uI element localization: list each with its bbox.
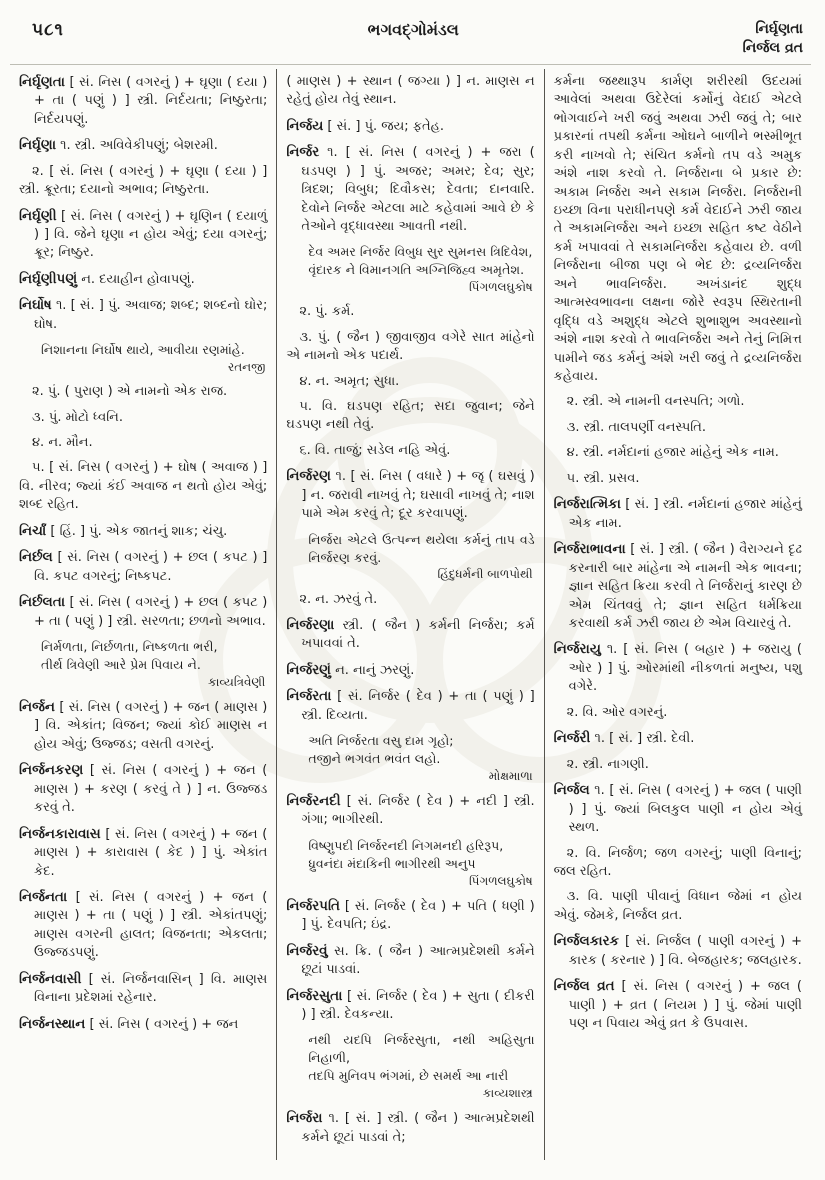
- entry-body: [ સં. નિસ ( વગરનું ) + છલ ( કપટ ) ] વિ. કપટ વગરનું; નિષ્કપટ.: [34, 550, 268, 584]
- entry-body: [ સં. નિર્જર ( દેવ ) + પતિ ( ધણી ) ] પું. દેવપતિ; ઇંદ્ર.: [301, 898, 535, 933]
- entry-body: [ સં. નિર્જર ( દેવ ) + તા ( પણું ) ] સ્ત્રી. દિવ્યતા.: [301, 689, 535, 723]
- dictionary-entry: [19, 522, 267, 541]
- verse-line: દેવ અમર નિર્જર વિબુધ સુર સુમનસ ત્રિદિવેશ,: [308, 244, 533, 260]
- book-title: ભગવદ્ગોમંડલ: [367, 20, 459, 39]
- headword: નિર્જરાત્મિકા: [553, 496, 621, 513]
- entry-body: ન. દયાહીન હોવાપણું.: [81, 271, 195, 287]
- paragraph-text: ૨. વિ. નિર્જળ; જળ વગરનું; પાણી વિનાનું; જલ રહિત.: [553, 845, 802, 879]
- verse-line: તજીને ભગવંત ભવંત લહો.: [308, 751, 441, 767]
- sub-sense: [554, 756, 802, 774]
- entry-body: [ સં. નિર્જર ( દેવ ) + સુતા ( દીકરી ) ] સ્ત્રી. દેવકન્યા.: [301, 988, 535, 1022]
- sub-sense: [286, 398, 534, 435]
- headword: નિર્જરા: [286, 1110, 323, 1127]
- headword: નિર્જનતા: [19, 888, 68, 905]
- entry-body: [ સં. નિસ ( વગરનું ) + જલ ( પાણી ) + વ્રત ( નિયમ ) ] પું. જેમાં પાણી પણ ન પિવાય એવું વ્રત કે ઉપવાસ.: [568, 979, 802, 1032]
- entry-body: સ્ત્રી. ( જૈન ) કર્મની નિર્જરા; કર્મ ખપાવવાં તે.: [301, 617, 535, 652]
- paragraph-text: ૫. [ સં. નિસ ( વગરનું ) + ઘોષ ( અવાજ ) ] વિ. નીરવ; જ્યાં કંઈ અવાજ ન થતો હોય એવું; શબ્દ રહિત.: [19, 460, 268, 513]
- verse-quote: [286, 1031, 534, 1102]
- verse-line: નિર્મળતા, નિર્છળતા, નિષ્કળતા ભરી,: [41, 639, 218, 655]
- headword: નિર્જરણ: [286, 468, 331, 485]
- headword: નિર્ઘૃણા: [19, 137, 57, 154]
- dictionary-entry: [286, 661, 534, 680]
- guide-word-last: નિર્જલ વ્રત: [742, 39, 803, 56]
- headword: નિર્જરવું: [286, 942, 328, 959]
- paragraph-text: ૩. સ્ત્રી. તાલપર્ણી વનસ્પતિ.: [566, 419, 706, 435]
- dictionary-entry: [19, 761, 267, 817]
- verse-line: તદપિ મુનિવપ ભંગમાં, છે સમર્થ આ નારી: [308, 1068, 509, 1084]
- headword: નિર્જરસુતા: [286, 987, 343, 1004]
- page-header: [10, 14, 811, 62]
- headword: નિર્ઘૃણતા: [19, 73, 65, 90]
- dictionary-entry: [554, 781, 802, 837]
- entry-body: [ સં. ] પું. જય; ફતેહ.: [327, 118, 445, 134]
- headword: નિર્જય: [286, 117, 324, 134]
- paragraph-text: ૨. વિ. ઓર વગરનું.: [566, 704, 668, 720]
- dictionary-entry: [554, 729, 802, 748]
- headword: નિર્જનકારાવાસ: [19, 825, 101, 842]
- dictionary-entry: [19, 73, 267, 129]
- entry-body: ૧. [ સં. નિસ ( બહાર ) + જરાયુ ( ઓર ) ] પું. ઓરમાંથી નીકળતાં મનુષ્ય, પશુ વગેરે.: [568, 642, 802, 695]
- dictionary-entry: [286, 117, 534, 136]
- guide-words: [743, 20, 803, 58]
- sub-sense: [19, 163, 267, 200]
- headword: નિર્જનકરણ: [19, 762, 84, 779]
- paragraph-text: ( માણસ ) + સ્થાન ( જગ્યા ) ] ન. માણસ ન રહેતું હોય તેવું સ્થાન.: [286, 73, 535, 108]
- dictionary-entry: [554, 977, 802, 1033]
- dictionary-entry: [19, 593, 267, 631]
- headword: નિર્જન: [19, 698, 55, 715]
- column-1: [10, 69, 276, 1160]
- headword: નિર્જરતા: [286, 688, 332, 705]
- entry-body: ૧. [ સં. નિસ ( વધારે ) + જૃ ( ઘસવું ) ] ન. જરાવી નાખવું તે; ઘસાવી નાખવું તે; નાશ પામે એમ કરવું તે; દૂર કરવાપણું.: [301, 469, 535, 522]
- entry-body: [ સં. નિસ ( વગરનું ) + જન ( માણસ ) + તા ( પણું ) ] સ્ત્રી. એકાંતપણું; માણસ વગરની હાલત; વિજનતા; એકલતા; ઉજ્જડપણું.: [34, 889, 268, 961]
- paragraph-text: ૨. સ્ત્રી. એ નામની વનસ્પતિ; ગળો.: [566, 394, 745, 410]
- sub-sense: [19, 409, 267, 427]
- paragraph-text: ૩. પું. ( જૈન ) જીવાજીવ વગેરે સાત માંહેનો એ નામનો એક પદાર્થ.: [286, 329, 535, 364]
- verse-line: અતિ નિર્જરતા વસુ દામ ગૃહો;: [308, 733, 454, 749]
- dictionary-entry: [19, 136, 267, 155]
- paragraph-text: ૨. ન. ઝરવું તે.: [299, 591, 378, 607]
- paragraph-text: ૨. પું. કર્મ.: [299, 304, 355, 320]
- dictionary-entry: [19, 888, 267, 963]
- quote-attribution: રતનજી: [227, 360, 266, 375]
- quote-attribution: કાવ્યત્રિવેણી: [208, 674, 266, 689]
- headword: નિર્ઘોષ: [19, 297, 52, 314]
- sub-sense: [554, 393, 802, 411]
- header-rule: [10, 64, 811, 65]
- dictionary-entry: [19, 970, 267, 1008]
- sub-sense: [286, 373, 534, 391]
- paragraph-text: ૪. સ્ત્રી. નર્મદાનાં હજાર માંહેનું એક નામ.: [566, 445, 779, 461]
- headword: નિર્છલતા: [19, 594, 66, 611]
- headword: નિર્ઘૃણી: [19, 207, 57, 224]
- entry-body: [ સં. નિસ ( વગરનું ) + જન: [89, 1016, 239, 1032]
- headword: નિર્જલ: [553, 782, 590, 799]
- entry-body: [ સં. નિર્જલ ( પાણી વગરનું ) + કારક ( કરનાર ) ] વિ. બેજહારક; જલહારક.: [568, 934, 802, 968]
- dictionary-entry: [19, 296, 267, 334]
- headword: નિર્ઘૃણીપણું: [19, 270, 78, 287]
- verse-line: નિર્જરા એટલે ઉત્પન્ન થયેલા કર્મનું તાપ વડે નિર્જરણ કરવું.: [308, 531, 535, 565]
- dictionary-entry: [286, 792, 534, 830]
- entry-body: ન. નાનું ઝરણું.: [335, 662, 415, 678]
- dictionary-entry: [19, 270, 267, 289]
- headword: નિર્જનવાસી: [19, 970, 82, 987]
- entry-body: [ સં. નિસ ( વગરનું ) + ઘૃણિન ( દયાળું ) ] વિ. જેને ઘૃણા ન હોય એવું; દયા વગરનું; ક્રૂર; નિષ્ઠુર.: [34, 208, 268, 261]
- verse-line: નિશાનના નિર્ઘોષ થાયે, આવીયા રણમાંહે.: [41, 342, 245, 358]
- column-2: [276, 69, 543, 1160]
- guide-word-first: નિર્ઘૃણતા: [755, 21, 803, 37]
- dictionary-entry: [19, 1015, 267, 1034]
- entry-body: [ સં. નિર્જનવાસિન્ ] વિ. માણસ વિનાના પ્રદેશમાં રહેનાર.: [34, 971, 268, 1006]
- column-layout: [10, 69, 811, 1160]
- entry-body: સ. ક્રિ. ( જૈન ) આત્મપ્રદેશથી કર્મને છૂટાં પાડવાં.: [301, 943, 535, 978]
- sub-sense: [554, 419, 802, 437]
- dictionary-entry: [19, 207, 267, 263]
- headword: નિર્જરણું: [286, 661, 331, 678]
- dictionary-entry: [286, 1109, 534, 1147]
- paragraph-text: ૪. ન. મૌન.: [32, 435, 93, 451]
- dictionary-entry: [286, 897, 534, 935]
- verse-line: નથી યદપિ નિર્જરસુતા, નથી અહિસુતા નિહાળી,: [308, 1032, 535, 1066]
- paragraph-text: ૫. સ્ત્રી. પ્રસવ.: [566, 470, 640, 486]
- entry-body: [ સં. નિસ ( વગરનું ) + જન ( માણસ ) + કારાવાસ ( કેદ ) ] પું. એકાંત કેદ.: [34, 826, 268, 879]
- quote-attribution: કાવ્યશાસ્ત્ર: [482, 1086, 533, 1101]
- headword: નિર્જનસ્થાન: [19, 1015, 86, 1032]
- dictionary-entry: [19, 825, 267, 881]
- headword: નિર્જરણા: [286, 616, 335, 633]
- entry-body: ૧. [ સં. ] પું. અવાજ; શબ્દ; શબ્દનો ઘોર; ઘોષ.: [34, 298, 268, 332]
- dictionary-entry: [286, 987, 534, 1025]
- verse-quote: [286, 837, 534, 890]
- dictionary-entry: [19, 548, 267, 586]
- sub-sense: [554, 444, 802, 462]
- entry-body: [ સં. નિસ ( વગરનું ) + જન ( માણસ ) + કરણ ( કરવું તે ) ] ન. ઉજ્જડ કરવું તે.: [34, 763, 268, 816]
- paragraph-text: ૫. વિ. ઘડપણ રહિત; સદા જુવાન; જેને ઘડપણ નથી તેવું.: [286, 399, 535, 433]
- dictionary-entry: [554, 495, 802, 533]
- entry-body: ૧. [ સં. ] સ્ત્રી. ( જૈન ) આત્મપ્રદેશથી કર્મને છૂટાં પાડવાં તે;: [301, 1111, 535, 1145]
- headword: નિર્જરાભાવના: [553, 541, 626, 558]
- dictionary-entry: [554, 932, 802, 970]
- paragraph-text: ૩. પું. મોટો ધ્વનિ.: [32, 409, 124, 425]
- dictionary-entry: [554, 540, 802, 633]
- paragraph-text: ૪. ન. અમૃત; સુધા.: [299, 373, 400, 389]
- quote-attribution: હિંદુધર્મની બાળપોથી: [437, 567, 533, 582]
- dictionary-entry: [286, 616, 534, 654]
- entry-body: ૧. [ સં. નિસ ( વગરનું ) + જરા ( ઘડપણ ) ] પું. અજર; અમર; દેવ; સુર; ત્રિદશ; વિબુધ; દિવૌકસ; દેવતા; દાનવારિ. દેવોને નિર્જર એટલા માટે કહેવામાં આવે છે કે તેઓને વૃદ્ધાવસ્થા આવતી નથી.: [301, 145, 535, 234]
- dictionary-entry: [286, 687, 534, 725]
- verse-line: ધ્રુવનંદા મંદાકિની ભાગીરથી અનુપ: [308, 855, 476, 871]
- headword: નિર્જર: [286, 144, 320, 161]
- entry-body: ૧. [ સં. ] સ્ત્રી. દેવી.: [594, 731, 695, 747]
- verse-quote: [286, 732, 534, 785]
- sub-sense: [19, 459, 267, 514]
- quote-attribution: મોક્ષમાળા: [488, 768, 533, 783]
- paragraph-text: ૩. વિ. પાણી પીવાનું વિધાન જેમાં ન હોય એવું. જેમકે, નિર્જલ વ્રત.: [553, 889, 802, 923]
- verse-quote: [286, 243, 534, 296]
- entry-body: [ સં. નિર્જર ( દેવ ) + નદી ] સ્ત્રી. ગંગા; ભાગીરથી.: [301, 794, 535, 828]
- verse-line: વૃંદારક ને વિમાનગતિ અગ્નિજિહ્વ અમૃતેશ.: [308, 262, 525, 278]
- entry-continuation: [554, 73, 802, 387]
- dictionary-entry: [286, 467, 534, 523]
- headword: નિર્જલકારક: [553, 933, 620, 950]
- headword: નિર્જરી: [553, 730, 591, 747]
- dictionary-entry: [19, 698, 267, 754]
- dictionary-entry: [286, 942, 534, 980]
- paragraph-text: ૨. સ્ત્રી. નાગણી.: [566, 756, 649, 772]
- entry-body: [ સં. નિસ ( વગરનું ) + છલ ( કપટ ) + તા ( પણું ) ] સ્ત્રી. સરળતા; છળનો અભાવ.: [34, 595, 268, 629]
- headword: નિર્જરપતિ: [286, 897, 340, 914]
- paragraph-text: ૨. [ સં. નિસ ( વગરનું ) + ઘૃણા ( દયા ) ] સ્ત્રી. ક્રૂરતા; દયાનો અભાવ; નિષ્ઠુરતા.: [19, 163, 268, 198]
- quote-attribution: પિંગળલઘુકોષ: [468, 280, 533, 295]
- paragraph-text: કર્મના જથ્થારૂપ કાર્મણ શરીરથી ઉદયમાં આવેલાં અથવા ઉદેરેલાં કર્મોનું વેદાઈ એટલે ભોગવાઈને ખરી જવું અથવા ઝરી જવું તે; બાર પ્રકારનાં તપથી કર્મના ઓઘને બાળીને ભસ્મીભૂત કરી નાખવો તે; સંચિત કર્મનો તપ વડે અમુક અંશે નાશ કરવો તે. નિર્જરાના બે પ્રકાર છે: અકામ નિર્જરા અને સકામ નિર્જરા. નિર્જરાની ઇચ્છા વિના પરાધીનપણે કર્મ વેદાઈને ઝરી જાય તે અકામનિર્જરા અને ઇચ્છા સહિત કષ્ટ વેઠીને કર્મ ખપાવવાં તે સકામનિર્જરા કહેવાય છે. વળી નિર્જરાના બીજા પણ બે ભેદ છે: દ્રવ્યનિર્જરા અને ભાવનિર્જરા. અખંડાનંદ શુદ્ધ આત્મસ્વભાવના લક્ષના જોરે સ્વરૂપ સ્થિરતાની વૃદ્ધિ વડે અશુદ્ધ એટલે શુભાશુભ અવસ્થાનો અંશે નાશ કરવો તે ભાવનિર્જરા અને તેનું નિમિત્ત પામીને જડ કર્મનું અંશે ખરી જવું તે દ્રવ્યનિર્જરા કહેવાય.: [553, 73, 802, 385]
- sub-sense: [554, 845, 802, 882]
- dictionary-entry: [554, 640, 802, 696]
- headword: નિર્જલ વ્રત: [553, 978, 615, 995]
- sub-sense: [19, 434, 267, 452]
- entry-continuation: [286, 73, 534, 110]
- page-number: ૫૮૧: [32, 20, 64, 40]
- paragraph-text: ૬. વિ. તાજું; સડેલ નહિ એવું.: [299, 442, 451, 458]
- entry-body: [ સં. ] સ્ત્રી. ( જૈન ) વૈરાગ્યને દૃઢ કરનારી બાર માંહેના એ નામની એક ભાવના; જ્ઞાન સહિત ક્રિયા કરવી તે નિર્જરાનું કારણ છે એમ ચિંતવવું તે; જ્ઞાન સહિત ધર્મક્રિયા કરવાથી કર્મ ઝરી જાય છે એમ વિચારવું તે.: [568, 542, 802, 632]
- entry-body: ૧. સ્ત્રી. અવિવેકીપણું; બેશરમી.: [60, 138, 218, 154]
- headword: નિર્ચાં: [19, 522, 47, 539]
- paragraph-text: ૨. પું. ( પુરાણ ) એ નામનો એક રાજ.: [32, 384, 228, 400]
- sub-sense: [286, 303, 534, 321]
- quote-attribution: પિંગળલઘુકોષ: [468, 873, 533, 888]
- sub-sense: [554, 888, 802, 925]
- entry-body: [ સં. ] સ્ત્રી. નર્મદાનાં હજાર માંહેનું એક નામ.: [568, 497, 802, 531]
- verse-quote: [19, 638, 267, 691]
- verse-line: તીર્થ ત્રિવેણી આરે પ્રેમ પિવાય ને.: [41, 656, 201, 672]
- sub-sense: [286, 591, 534, 609]
- headword: નિર્જરાયુ: [553, 641, 601, 658]
- dictionary-entry: [286, 143, 534, 236]
- headword: નિર્જરનદી: [286, 793, 341, 809]
- verse-quote: [19, 341, 267, 376]
- sub-sense: [286, 442, 534, 460]
- sub-sense: [286, 329, 534, 366]
- entry-body: ૧. [ સં. નિસ ( વગરનું ) + જલ ( પાણી ) ] પું. જ્યાં બિલકુલ પાણી ન હોય એવું સ્થળ.: [568, 783, 802, 836]
- entry-body: [ સં. નિસ ( વગરનું ) + જન ( માણસ ) ] વિ. એકાંત; વિજન; જ્યાં કોઈ માણસ ન હોય એવું; ઉજ્જડ; વસતી વગરનું.: [34, 699, 268, 752]
- verse-line: વિષ્ણુપદી નિર્જરનદી નિગમનદી હરિરૂપ,: [308, 837, 504, 853]
- verse-quote: [286, 531, 534, 584]
- entry-body: [ હિં. ] પું. એક જાતનું શાક; ચંચુ.: [50, 523, 228, 539]
- sub-sense: [554, 470, 802, 488]
- column-3: [544, 69, 811, 1160]
- entry-body: [ સં. નિસ ( વગરનું ) + ઘૃણા ( દયા ) + તા ( પણું ) ] સ્ત્રી. નિર્દયતા; નિષ્ઠુરતા; નિર્દયપણું.: [34, 74, 268, 127]
- headword: નિર્છલ: [19, 549, 53, 566]
- sub-sense: [554, 704, 802, 722]
- sub-sense: [19, 383, 267, 401]
